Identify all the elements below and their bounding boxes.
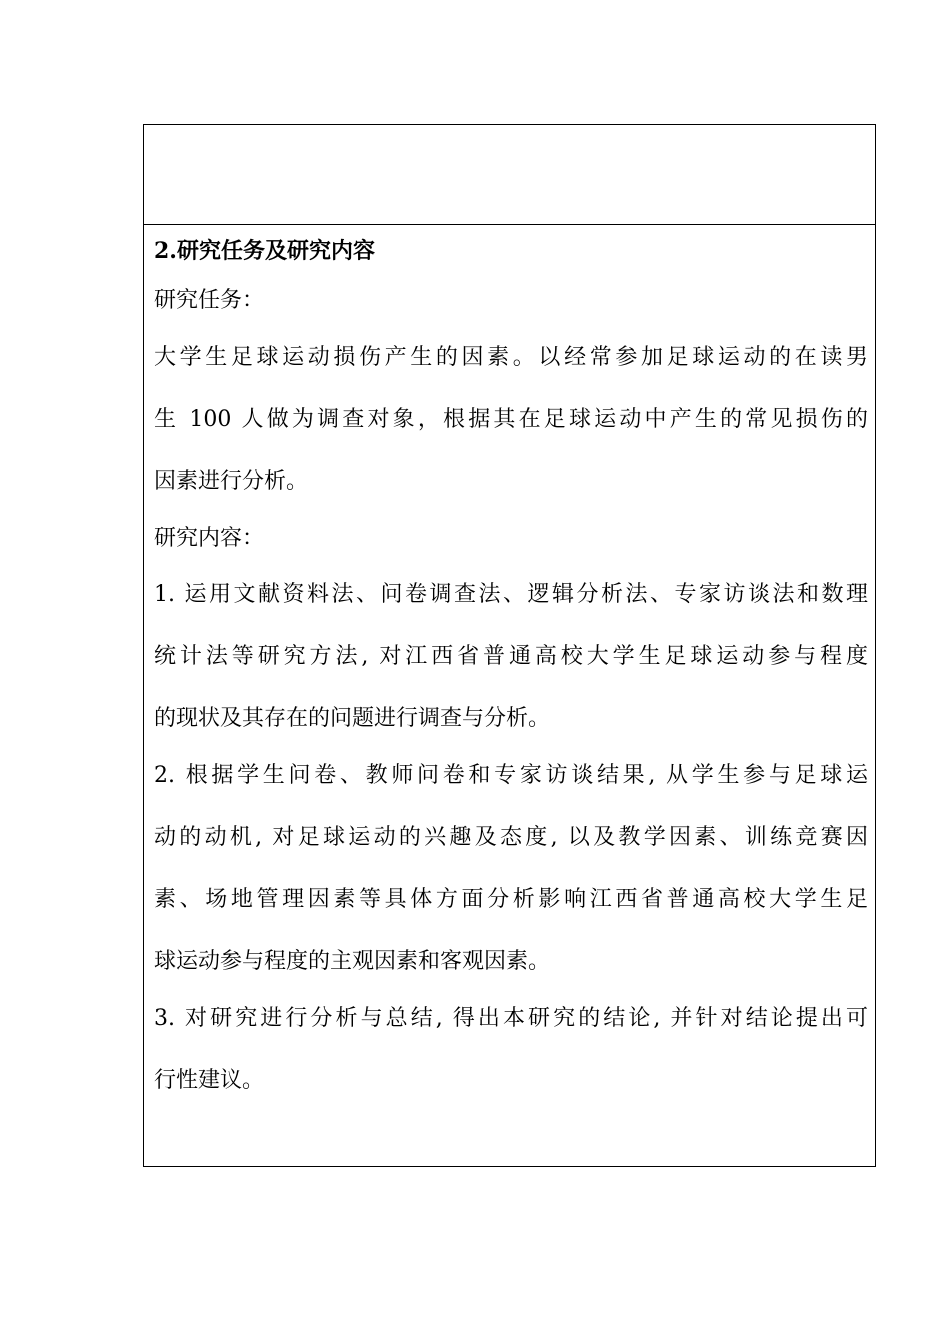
content-item-1-line: 的现状及其存在的问题进行调查与分析。 (154, 706, 551, 731)
content-item-1-line: 统计法等研究方法, 对江西省普通高校大学生足球运动参与程度 (154, 644, 868, 669)
content-item-2-line: 2. 根据学生问卷、教师问卷和专家访谈结果, 从学生参与足球运 (154, 763, 868, 788)
content-item-3-line: 行性建议。 (154, 1068, 265, 1093)
task-text-line: 大学生足球运动损伤产生的因素。以经常参加足球运动的在读男 (154, 345, 868, 370)
task-text-line: 因素进行分析。 (154, 469, 309, 494)
task-text-line: 生 100 人做为调查对象，根据其在足球运动中产生的常见损伤的 (154, 407, 868, 432)
content-item-3-line: 3. 对研究进行分析与总结, 得出本研究的结论, 并针对结论提出可 (154, 1006, 868, 1031)
content-item-1-line: 1. 运用文献资料法、问卷调查法、逻辑分析法、专家访谈法和数理 (154, 582, 868, 607)
content-item-2-line: 素、场地管理因素等具体方面分析影响江西省普通高校大学生足 (154, 887, 868, 912)
task-label: 研究任务： (154, 288, 265, 313)
content-item-2-line: 球运动参与程度的主观因素和客观因素。 (154, 949, 551, 974)
section-heading: 2.研究任务及研究内容 (154, 238, 375, 264)
content-label: 研究内容： (154, 526, 265, 551)
content-item-2-line: 动的动机, 对足球运动的兴趣及态度, 以及教学因素、训练竞赛因 (154, 825, 868, 850)
empty-top-cell (144, 125, 875, 225)
research-content-cell (144, 225, 875, 1166)
document-table (143, 124, 876, 1167)
